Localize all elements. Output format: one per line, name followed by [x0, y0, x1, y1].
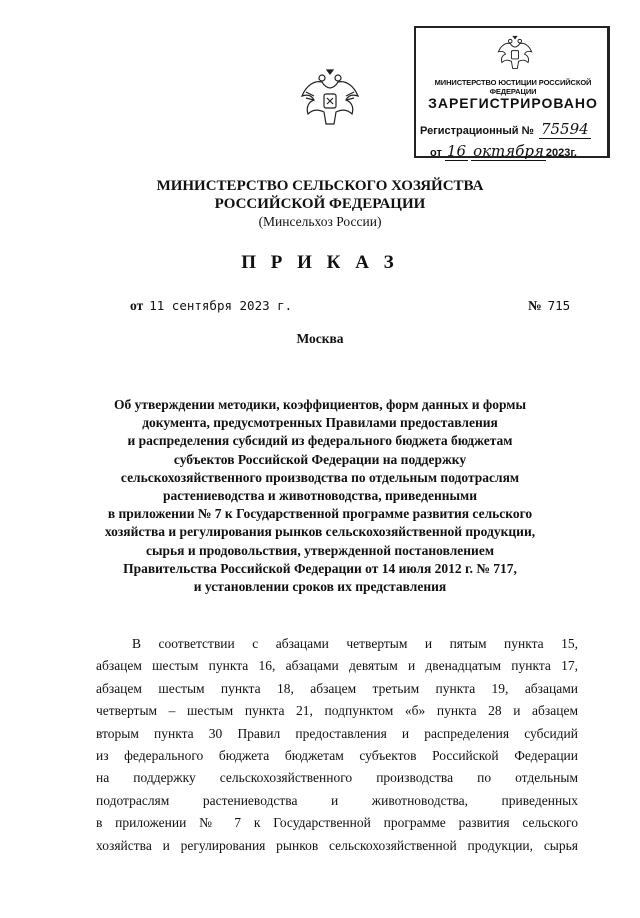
order-title [0, 396, 640, 596]
order-number-value: 715 [547, 298, 571, 313]
stamp-authority: МИНИСТЕРСТВО ЮСТИЦИИ РОССИЙСКОЙ ФЕДЕРАЦИИ [434, 78, 592, 96]
body-line: абзацем шестым пункта 16, абзацами девятым и двенадцатым пункта 17, [96, 658, 578, 674]
ministry-short-name: (Минсельхоз России) [258, 214, 382, 229]
title-line: документа, предусмотренных Правилами предоставления [142, 415, 498, 431]
body-line: подотраслям растениеводства и животноводства, приведенных [96, 792, 578, 808]
title-line: в приложении № 7 к Государственной программе развития сельского [107, 506, 533, 522]
stamp-date-month: октября [473, 142, 544, 160]
ministry-name-line: РОССИЙСКОЙ ФЕДЕРАЦИИ [214, 196, 426, 212]
stamp-registration-number [420, 120, 591, 139]
body-line: В соответствии с абзацами четвертым и пятым пункта 15, [132, 636, 578, 651]
title-line: Правительства Российской Федерации от 14 июля 2012 г. № 717, [123, 560, 517, 576]
stamp-registration-date [430, 142, 577, 161]
title-line: растениеводства и животноводства, приведенными [162, 488, 478, 504]
document-type: П Р И К А З [241, 252, 399, 273]
order-number [528, 298, 570, 314]
title-line: сельскохозяйственного производства по отдельным подотраслям [120, 469, 520, 485]
title-line: субъектов Российской Федерации на поддержку [173, 451, 467, 467]
body-line: в приложении № 7 к Государственной программе развития сельского [96, 815, 578, 831]
order-date [130, 298, 292, 314]
russian-coat-of-arms-icon [296, 66, 364, 130]
stamp-date-year: 2023г. [545, 147, 577, 159]
title-line: и распределения субсидий из федерального бюджета бюджетам [127, 433, 513, 449]
order-body-paragraph [96, 633, 578, 857]
body-line: абзацем шестым пункта 18, абзацем третьим пункта 19, абзацами [96, 680, 578, 696]
stamp-date-prefix: от [430, 147, 442, 159]
title-line: Об утверждении методики, коэффициентов, форм данных и формы [113, 397, 527, 412]
body-line: из федерального бюджета бюджетам субъектов Российской Федерации [96, 747, 578, 763]
ministry-name-line: МИНИСТЕРСТВО СЕЛЬСКОГО ХОЗЯЙСТВА [156, 178, 484, 194]
body-line: четвертым – шестым пункта 21, подпунктом «б» пункта 28 и абзацем [96, 703, 578, 719]
coat-of-arms-emblem [296, 66, 364, 130]
order-date-value: 11 сентября 2023 г. [149, 298, 293, 313]
title-line: хозяйства и регулирования рынков сельскохозяйственной продукции, [104, 524, 536, 540]
title-line: сырья и продовольствия, утвержденной постановлением [145, 542, 495, 558]
ministry-name [0, 177, 640, 213]
stamp-emblem [492, 34, 538, 72]
title-line: и установлении сроков их представления [193, 579, 447, 595]
stamp-status: ЗАРЕГИСТРИРОВАНО [428, 95, 598, 111]
body-line: хозяйства и регулирования рынков сельскохозяйственной продукции, сырья [96, 837, 578, 853]
order-date-label: от [130, 298, 144, 313]
body-line: вторым пункта 30 Правил предоставления и распределения субсидий [96, 725, 578, 741]
stamp-reg-number: 75594 [540, 120, 589, 138]
body-line: на поддержку сельскохозяйственного производства по отдельным [96, 770, 578, 786]
russian-coat-of-arms-icon [492, 34, 538, 72]
order-number-label: № [528, 298, 542, 313]
order-city: Москва [296, 331, 344, 346]
stamp-date-day: 16 [446, 142, 466, 160]
stamp-reg-label: Регистрационный № [420, 125, 534, 137]
